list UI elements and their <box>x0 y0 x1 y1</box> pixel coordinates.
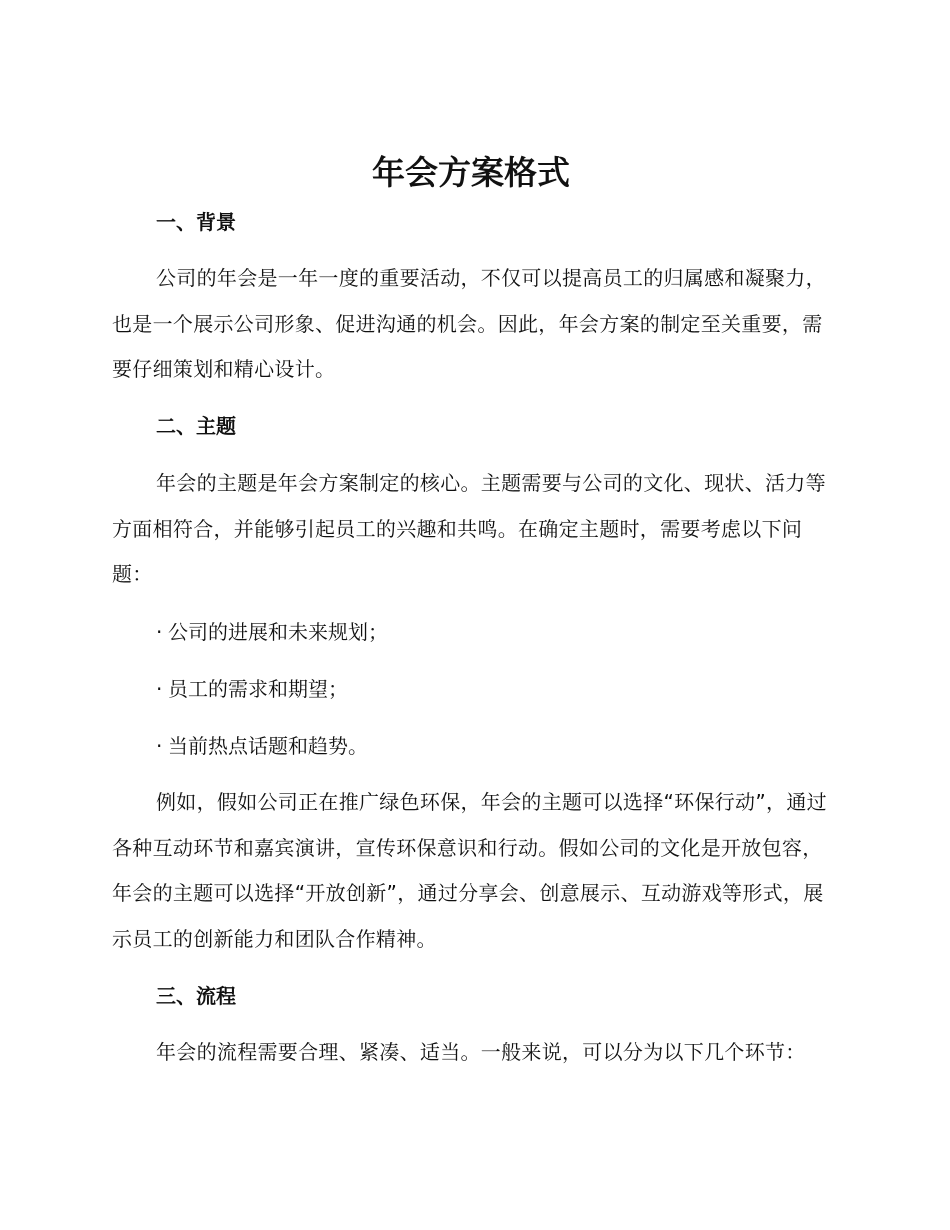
document-title: 年会方案格式 <box>372 153 570 192</box>
bullet-item <box>156 732 368 760</box>
bullet-item <box>156 675 348 703</box>
section-heading-theme: 二、主题 <box>156 414 236 438</box>
paragraph-process: 年会的流程需要合理、紧凑、适当。一般来说，可以分为以下几个环节： <box>156 1040 806 1064</box>
section-heading-process: 三、流程 <box>156 984 236 1008</box>
paragraph-background: 公司的年会是一年一度的重要活动，不仅可以提高员工的归属感和凝聚力，也是一个展示公司形象、促进沟通的机会。因此，年会方案的制定至关重要，需要仔细策划和精心设计。 <box>112 266 826 381</box>
paragraph-theme-example: 例如，假如公司正在推广绿色环保，年会的主题可以选择“环保行动”，通过各种互动环节和嘉宾演讲，宣传环保意识和行动。假如公司的文化是开放包容，年会的主题可以选择“开放创新”，通过分享会、创意展示、互动游戏等形式，展示员工的创新能力和团队合作精神。 <box>112 790 827 951</box>
section-heading-background: 一、背景 <box>156 210 236 234</box>
paragraph-theme: 年会的主题是年会方案制定的核心。主题需要与公司的文化、现状、活力等方面相符合，并能够引起员工的兴趣和共鸣。在确定主题时，需要考虑以下问题： <box>112 471 826 586</box>
bullet-text: 当前热点话题和趋势。 <box>168 734 368 758</box>
bullet-dot-icon: · <box>156 734 163 758</box>
bullet-text: 员工的需求和期望； <box>168 677 348 701</box>
bullet-dot-icon: · <box>156 677 163 701</box>
bullet-dot-icon: · <box>156 620 163 644</box>
bullet-text: 公司的进展和未来规划； <box>168 620 388 644</box>
bullet-item <box>156 618 388 646</box>
